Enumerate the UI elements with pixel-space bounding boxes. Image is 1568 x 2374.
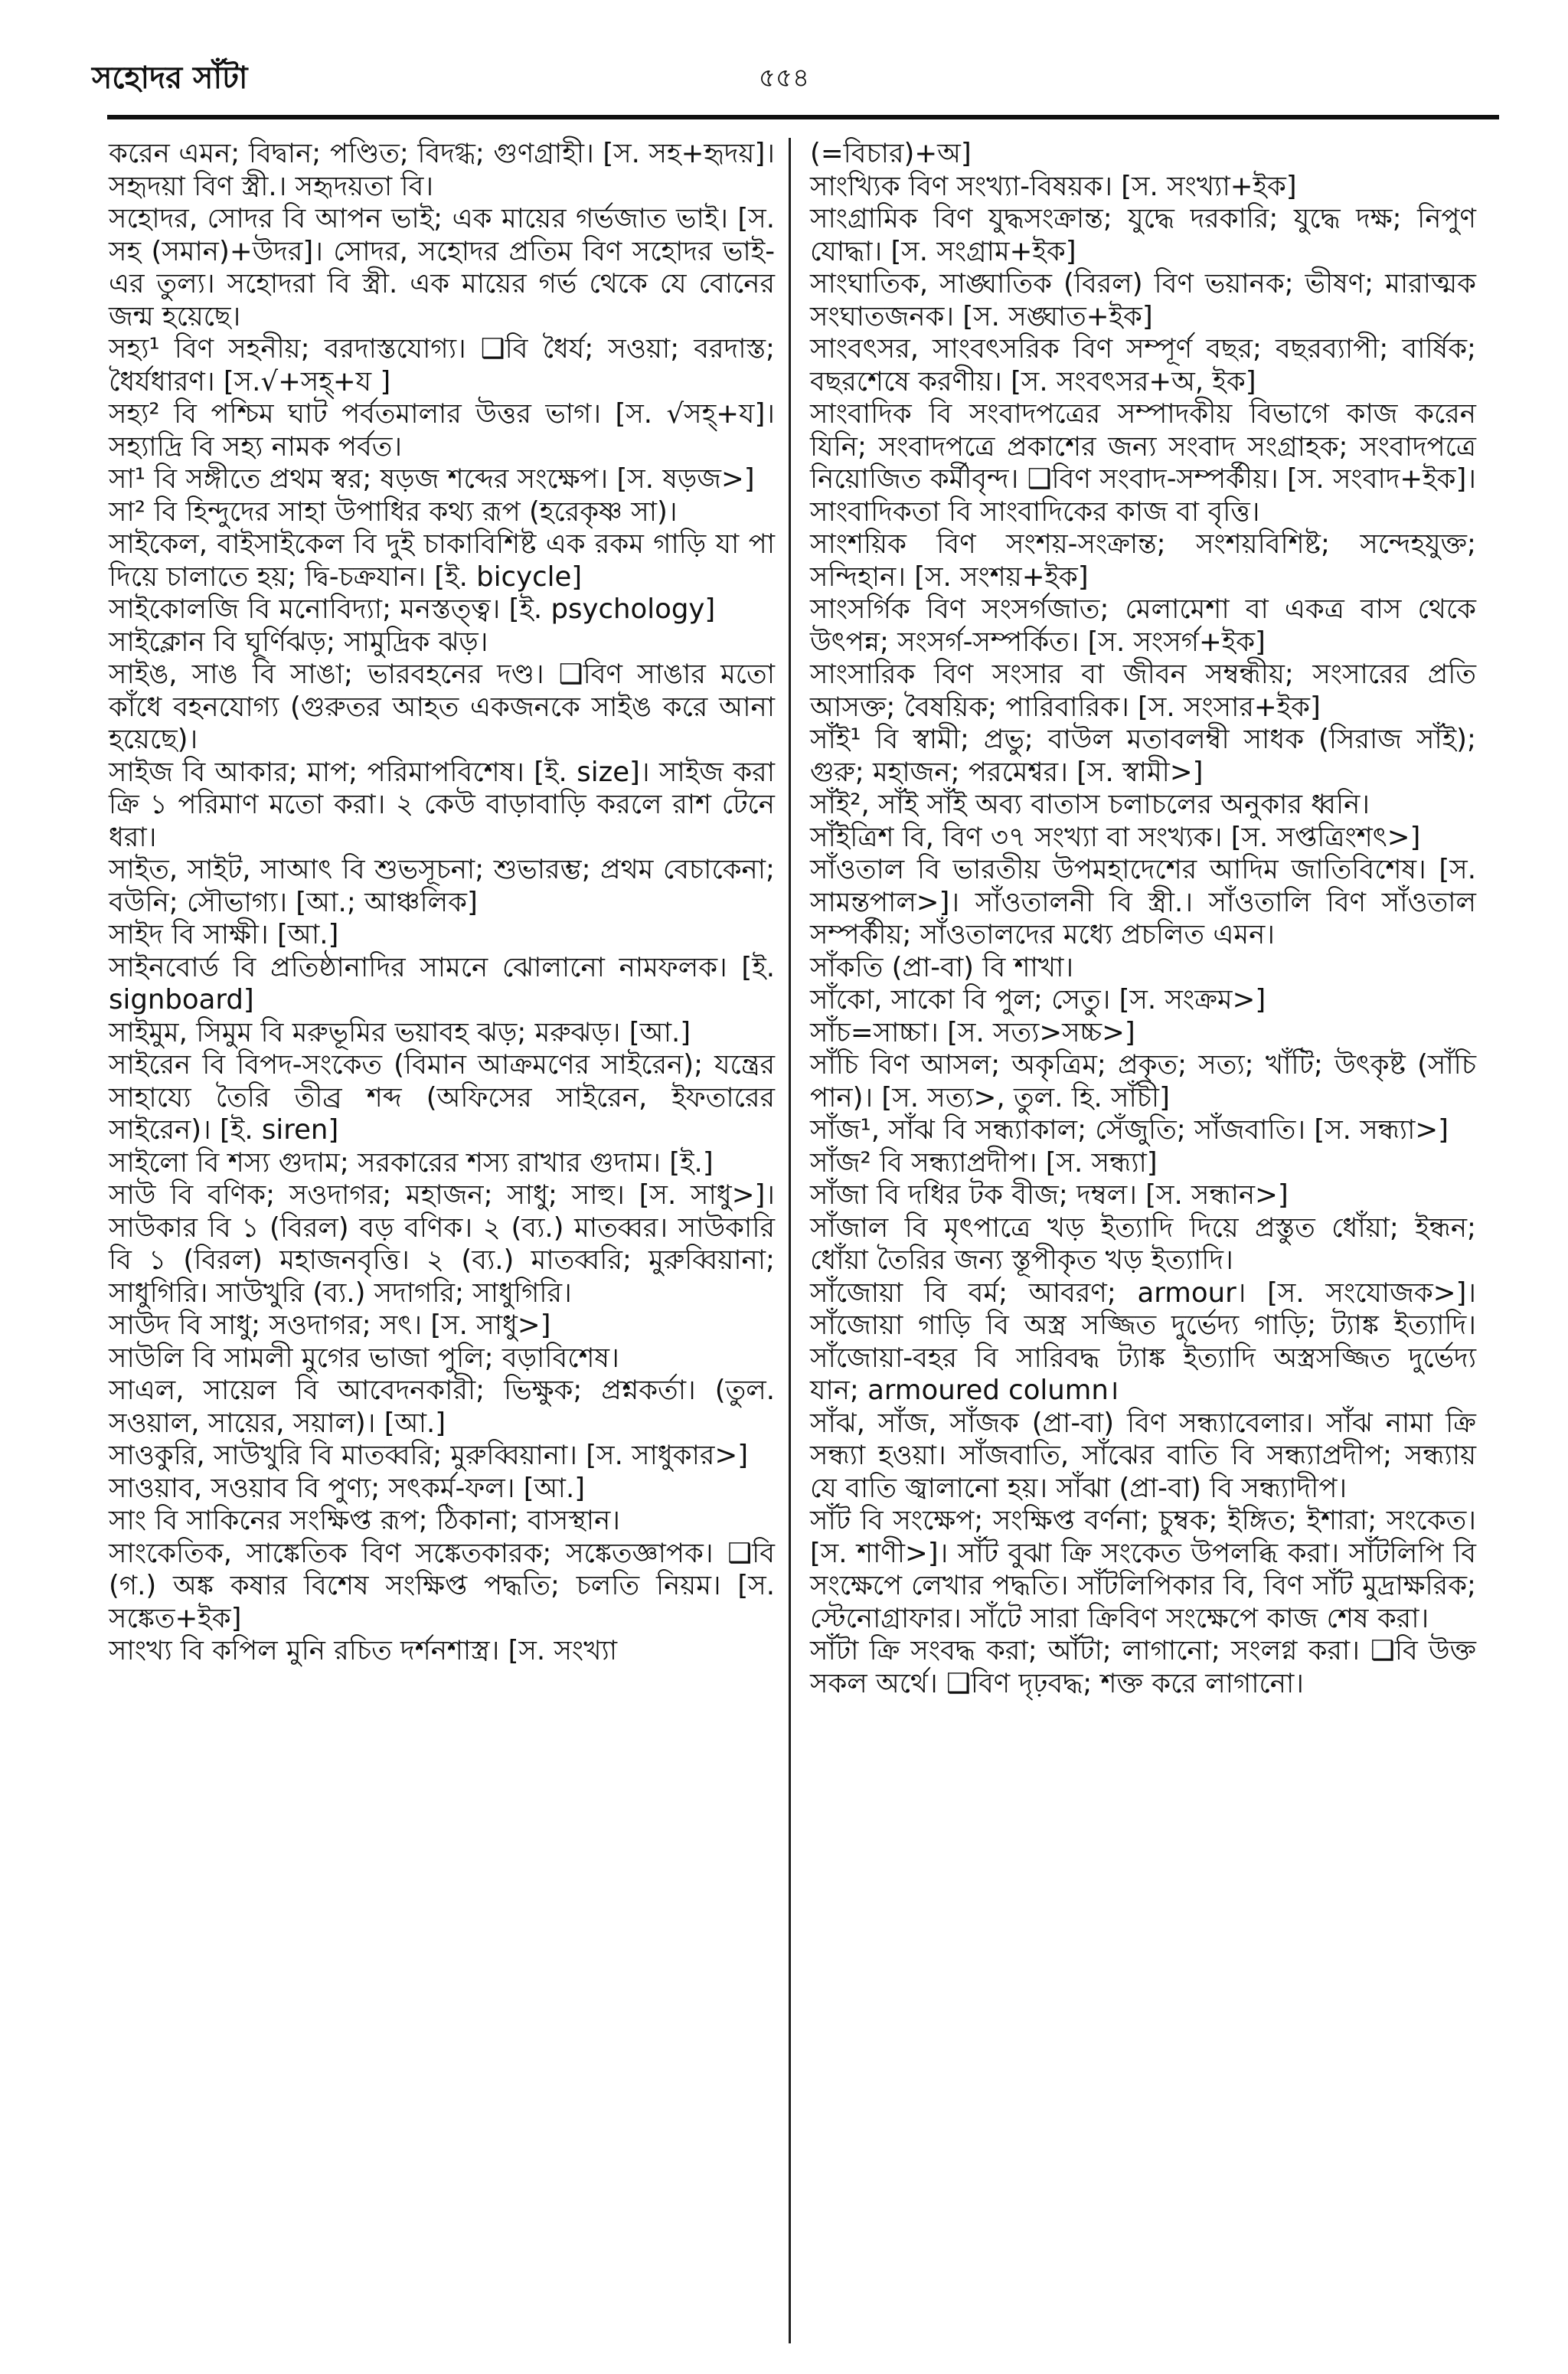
dictionary-entry: সাঁকো, সাকো বি পুল; সেতু। [স. সংক্রম>] (810, 984, 1266, 1015)
dictionary-entry: সাইত, সাইট, সাআৎ বি শুভসূচনা; শুভারম্ভ; প্রথম বেচাকেনা; বউনি; সৌভাগ্য। [আ.; আঞ্চলিক] (109, 854, 775, 918)
dictionary-entry: সাংসর্গিক বিণ সংসর্গজাত; মেলামেশা বা একত্র বাস থেকে উৎপন্ন; সংসর্গ-সম্পর্কিত। [স. সংসর্গ+ইক] (810, 594, 1476, 658)
dictionary-entry: সাইকোলজি বি মনোবিদ্যা; মনস্তত্ত্ব। [ই. psychology] (109, 594, 716, 625)
dictionary-entry: সাঁচি বিণ আসল; অকৃত্রিম; প্রকৃত; সত্য; খাঁটি; উৎকৃষ্ট (সাঁচি পান)। [স. সত্য>, তুল. হি. সাঁচী] (810, 1049, 1476, 1113)
dictionary-entry: সাইনবোর্ড বি প্রতিষ্ঠানাদির সামনে ঝোলানো নামফলক। [ই. signboard] (109, 951, 775, 1015)
dictionary-entry: সাঁজ² বি সন্ধ্যাপ্রদীপ। [স. সন্ধ্যা] (810, 1146, 1158, 1179)
dictionary-entry: সাউ বি বণিক; সওদাগর; মহাজন; সাধু; সাহু। [স. সাধু>]। সাউকার বি ১ (বিরল) বড় বণিক। ২ (ব্য.) মাতব্বর। সাউকারি বি ১ (বিরল) মহাজনবৃত্তি। ২ (ব্য.) মাতব্বরি; মুরুব্বিয়ানা; সাধুগিরি। সাউখুরি (ব্য.) সদাগরি; সাধুগিরি। (109, 1179, 775, 1309)
dictionary-entry: সাংখ্যিক বিণ সংখ্যা-বিষয়ক। [স. সংখ্যা+ইক] (810, 170, 1297, 202)
page-number: ৫৫৪ (758, 63, 810, 93)
dictionary-entry: সহোদর, সোদর বি আপন ভাই; এক মায়ের গর্ভজাত ভাই। [স. সহ (সমান)+উদর]। সোদর, সহোদর প্রতিম বিণ সহোদর ভাই-এর তুল্য। সহোদরা বি স্ত্রী. এক মায়ের গর্ভ থেকে যে বোনের জন্ম হয়েছে। (109, 203, 775, 332)
dictionary-entry: সাঁকতি (প্রা-বা) বি শাখা। (810, 951, 1074, 983)
dictionary-entry: সাইঙ, সাঙ বি সাঙা; ভারবহনের দণ্ড। ❑বিণ সাঙার মতো কাঁধে বহনযোগ্য (গুরুতর আহত একজনকে সাইঙ করে আনা হয়েছে)। (109, 659, 775, 755)
dictionary-entry: সাংবৎসর, সাংবৎসরিক বিণ সম্পূর্ণ বছর; বছরব্যাপী; বার্ষিক; বছরশেষে করণীয়। [স. সংবৎসর+অ, ইক] (810, 333, 1476, 397)
dictionary-entry: সাংখ্য বি কপিল মুনি রচিত দর্শনশাস্ত্র। [স. সংখ্যা (109, 1635, 618, 1666)
dictionary-entry: সাইরেন বি বিপদ-সংকেত (বিমান আক্রমণের সাইরেন); যন্ত্রের সাহায্যে তৈরি তীব্র শব্দ (অফিসের সাইরেন, ইফতারের সাইরেন)। [ই. siren] (109, 1049, 775, 1146)
dictionary-entry: সাঁজাল বি মৃৎপাত্রে খড় ইত্যাদি দিয়ে প্রস্তুত ধোঁয়া; ইন্ধন; ধোঁয়া তৈরির জন্য স্তূপীকৃত খড় ইত্যাদি। (810, 1212, 1476, 1276)
dictionary-entry: সাঁইত্রিশ বি, বিণ ৩৭ সংখ্যা বা সংখ্যক। [স. সপ্তত্রিংশৎ>] (810, 821, 1421, 853)
dictionary-entry: (=বিচার)+অ] (810, 138, 972, 169)
dictionary-entry: সা¹ বি সঙ্গীতে প্রথম স্বর; ষড়জ শব্দের সংক্ষেপ। [স. ষড়জ>] (109, 463, 755, 495)
dictionary-entry: সাংশয়িক বিণ সংশয়-সংক্রান্ত; সংশয়বিশিষ্ট; সন্দেহযুক্ত; সন্দিহান। [স. সংশয়+ইক] (810, 528, 1476, 593)
dictionary-entry: সাংবাদিক বি সংবাদপত্রের সম্পাদকীয় বিভাগে কাজ করেন যিনি; সংবাদপত্রে প্রকাশের জন্য সংবাদ সংগ্রাহক; সংবাদপত্রে নিয়োজিত কর্মীবৃন্দ। ❑বিণ সংবাদ-সম্পর্কীয়। [স. সংবাদ+ইক]। সাংবাদিকতা বি সাংবাদিকের কাজ বা বৃত্তি। (810, 398, 1476, 528)
dictionary-entry: সাইক্লোন বি ঘূর্ণিঝড়; সামুদ্রিক ঝড়। (109, 626, 488, 658)
dictionary-entry: সাংসারিক বিণ সংসার বা জীবন সম্বন্ধীয়; সংসারের প্রতি আসক্ত; বৈষয়িক; পারিবারিক। [স. সংসার+ইক] (810, 659, 1476, 723)
dictionary-entry: সাউদ বি সাধু; সওদাগর; সৎ। [স. সাধু>] (109, 1310, 551, 1341)
dictionary-entry: সাঁঝ, সাঁজ, সাঁজক (প্রা-বা) বিণ সন্ধ্যাবেলার। সাঁঝ নামা ক্রি সন্ধ্যা হওয়া। সাঁজবাতি, সাঁঝের বাতি বি সন্ধ্যাপ্রদীপ; সন্ধ্যায় যে বাতি জ্বালানো হয়। সাঁঝা (প্রা-বা) বি সন্ধ্যাদীপ। (810, 1407, 1476, 1504)
dictionary-entry: সাঁটা ক্রি সংবদ্ধ করা; আঁটা; লাগানো; সংলগ্ন করা। ❑বি উক্ত সকল অর্থে। ❑বিণ দৃঢ়বদ্ধ; শক্ত করে লাগানো। (810, 1635, 1476, 1699)
dictionary-entry: সাঁই², সাঁই সাঁই অব্য বাতাস চলাচলের অনুকার ধ্বনি। (810, 789, 1370, 820)
dictionary-entry: সাংগ্রামিক বিণ যুদ্ধসংক্রান্ত; যুদ্ধে দরকারি; যুদ্ধে দক্ষ; নিপুণ যোদ্ধা। [স. সংগ্রাম+ইক] (810, 203, 1476, 267)
dictionary-entry: সাএল, সায়েল বি আবেদনকারী; ভিক্ষুক; প্রশ্নকর্তা। (তুল. সওয়াল, সায়ের, সয়াল)। [আ.] (109, 1375, 775, 1439)
dictionary-entry: সাইজ বি আকার; মাপ; পরিমাপবিশেষ। [ই. size]। সাইজ করা ক্রি ১ পরিমাণ মতো করা। ২ কেউ বাড়াবাড়ি করলে রাশ টেনে ধরা। (109, 756, 775, 853)
page-header (92, 46, 1476, 107)
dictionary-entry: সহ্য² বি পশ্চিম ঘাট পর্বতমালার উত্তর ভাগ। [স. √সহ্+য]। সহ্যাদ্রি বি সহ্য নামক পর্বত। (109, 398, 775, 463)
dictionary-entry: সাঁচ=সাচ্চা। [স. সত্য>সচ্চ>] (810, 1016, 1135, 1048)
dictionary-entry: সাওয়াব, সওয়াব বি পুণ্য; সৎকর্ম-ফল। [আ.] (109, 1472, 586, 1504)
dictionary-entry: সাইলো বি শস্য গুদাম; সরকারের শস্য রাখার গুদাম। [ই.] (109, 1146, 714, 1179)
dictionary-entry: সাঁজ¹, সাঁঝ বি সন্ধ্যাকাল; সেঁজুতি; সাঁজবাতি। [স. সন্ধ্যা>] (810, 1114, 1449, 1146)
dictionary-entry: করেন এমন; বিদ্বান; পণ্ডিত; বিদগ্ধ; গুণগ্রাহী। [স. সহ+হৃদয়]। সহৃদয়া বিণ স্ত্রী.। সহৃদয়তা বি। (109, 138, 775, 202)
dictionary-entry: সাং বি সাকিনের সংক্ষিপ্ত রূপ; ঠিকানা; বাসস্থান। (109, 1505, 620, 1536)
dictionary-entry: সাইদ বি সাক্ষী। [আ.] (109, 919, 339, 950)
column-divider (789, 138, 791, 2343)
running-headwords: সহোদর সাঁটা (92, 60, 248, 96)
left-column (109, 138, 775, 1668)
dictionary-entry: সাউলি বি সামলী মুগের ভাজা পুলি; বড়াবিশেষ। (109, 1342, 619, 1374)
dictionary-entry: সাইমুম, সিমুম বি মরুভূমির ভয়াবহ ঝড়; মরুঝড়। [আ.] (109, 1016, 691, 1048)
dictionary-entry: সা² বি হিন্দুদের সাহা উপাধির কথ্য রূপ (হরেকৃষ্ণ সা)। (109, 495, 678, 528)
right-column (810, 138, 1476, 1700)
dictionary-entry: সাঁজা বি দধির টক বীজ; দম্বল। [স. সন্ধান>] (810, 1179, 1289, 1211)
dictionary-entry: সাঁই¹ বি স্বামী; প্রভু; বাউল মতাবলম্বী সাধক (সিরাজ সাঁই); গুরু; মহাজন; পরমেশ্বর। [স. স্বামী>] (810, 724, 1476, 788)
dictionary-entry: সাঁজোয়া বি বর্ম; আবরণ; armour। [স. সংযোজক>]। সাঁজোয়া গাড়ি বি অস্ত্র সজ্জিত দুর্ভেদ্য গাড়ি; ট্যাঙ্ক ইত্যাদি। সাঁজোয়া-বহর বি সারিবদ্ধ ট্যাঙ্ক ইত্যাদি অস্ত্রসজ্জিত দুর্ভেদ্য যান; armoured column। (810, 1277, 1476, 1406)
dictionary-entry: সাইকেল, বাইসাইকেল বি দুই চাকাবিশিষ্ট এক রকম গাড়ি যা পা দিয়ে চালাতে হয়; দ্বি-চক্রযান। [ই. bicycle] (109, 528, 775, 593)
dictionary-entry: সাংকেতিক, সাঙ্কেতিক বিণ সঙ্কেতকারক; সঙ্কেতজ্ঞাপক। ❑বি (গ.) অঙ্ক কষার বিশেষ সংক্ষিপ্ত পদ্ধতি; চলতি নিয়ম। [স. সঙ্কেত+ইক] (109, 1537, 775, 1634)
dictionary-entry: সাঁওতাল বি ভারতীয় উপমহাদেশের আদিম জাতিবিশেষ। [স. সামন্তপাল>]। সাঁওতালনী বি স্ত্রী.। সাঁওতালি বিণ সাঁওতাল সম্পর্কীয়; সাঁওতালদের মধ্যে প্রচলিত এমন। (810, 854, 1476, 950)
dictionary-entry: সাঁট বি সংক্ষেপ; সংক্ষিপ্ত বর্ণনা; চুম্বক; ইঙ্গিত; ইশারা; সংকেত। [স. শাণী>]। সাঁট বুঝা ক্রি সংকেত উপলব্ধি করা। সাঁটলিপি বি সংক্ষেপে লেখার পদ্ধতি। সাঁটলিপিকার বি, বিণ সাঁট মুদ্রাক্ষরিক; স্টেনোগ্রাফার। সাঁটে সারা ক্রিবিণ সংক্ষেপে কাজ শেষ করা। (810, 1505, 1476, 1634)
dictionary-entry: সহ্য¹ বিণ সহনীয়; বরদাস্তযোগ্য। ❑বি ধৈর্য; সওয়া; বরদাস্ত; ধৈর্যধারণ। [স.√+সহ্+য ] (109, 333, 775, 397)
dictionary-entry: সাংঘাতিক, সাঙ্ঘাতিক (বিরল) বিণ ভয়ানক; ভীষণ; মারাত্মক সংঘাতজনক। [স. সঙ্ঘাত+ইক] (810, 268, 1476, 332)
dictionary-entry: সাওকুরি, সাউখুরি বি মাতব্বরি; মুরুব্বিয়ানা। [স. সাধুকার>] (109, 1440, 749, 1471)
header-rule (107, 115, 1499, 119)
